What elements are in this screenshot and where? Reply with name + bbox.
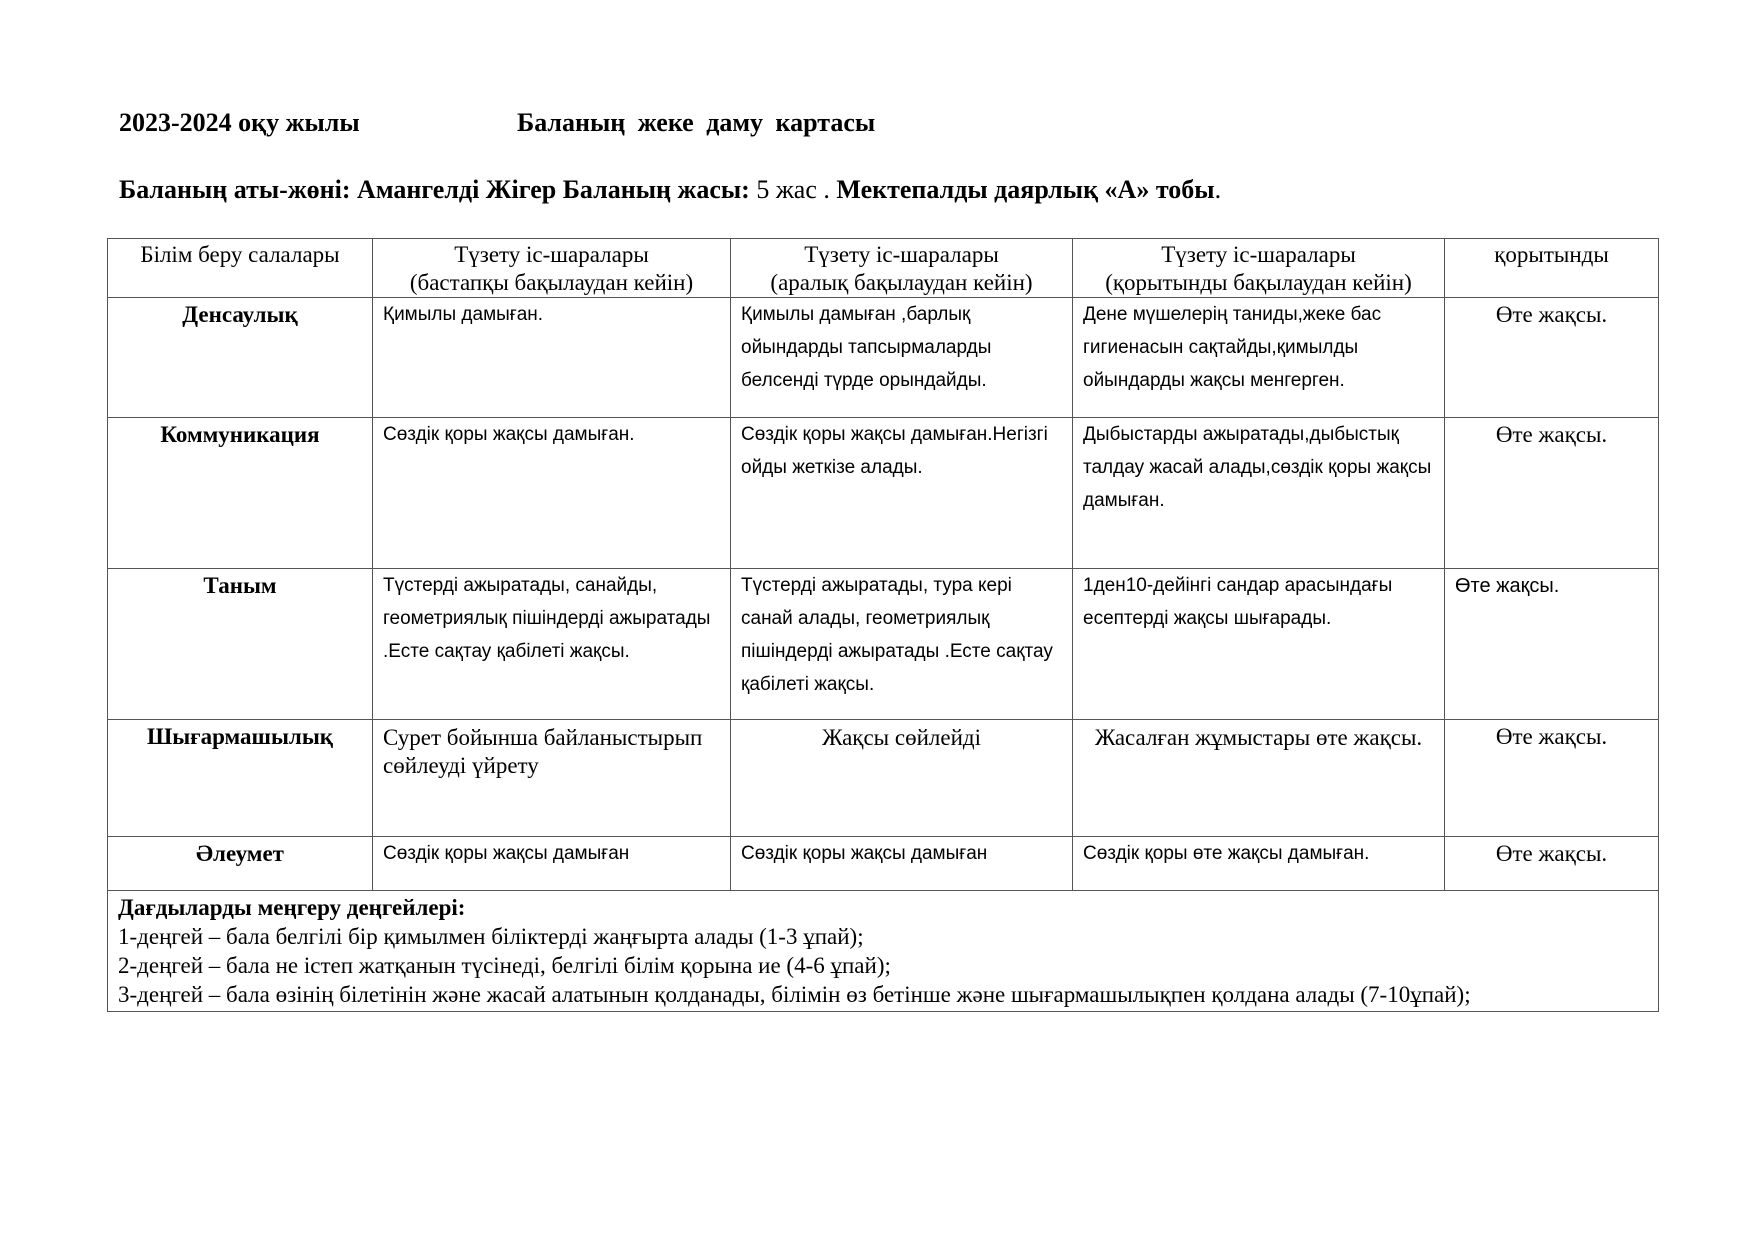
levels-cell	[108, 891, 1659, 1012]
school-year: 2023-2024 оқу жылы	[119, 108, 360, 137]
area-cell: Коммуникация	[108, 418, 373, 569]
final-cell: 1ден10-дейінгі сандар арасындағы есептерді жақсы шығарады.	[1073, 569, 1445, 720]
header-cell-result: қорытынды	[1445, 239, 1659, 298]
header-cell-initial: Түзету іс-шаралары (бастапқы бақылаудан кейін)	[373, 239, 731, 298]
child-age: 5 жас .	[756, 175, 830, 204]
level-item: 1-деңгей – бала белгілі бір қимылмен біліктерді жаңғырта алады (1-3 ұпай);	[118, 924, 864, 949]
child-info-line	[119, 175, 1221, 205]
level-item: 2-деңгей – бала не істеп жатқанын түсінеді, белгілі білім қорына ие (4-6 ұпай);	[118, 953, 891, 978]
child-group: Мектепалды даярлық «А» тобы	[836, 175, 1215, 204]
level-item: 3-деңгей – бала өзінің білетінін және жасай алатынын қолданады, білімін өз бетінше және шығармашылықпен қолдана алады (7-10ұпай);	[118, 982, 1471, 1007]
result-cell: Өте жақсы.	[1445, 837, 1659, 891]
document-title: Баланың жеке даму картасы	[517, 108, 876, 137]
initial-cell: Сурет бойынша байланыстырып сөйлеуді үйрету	[373, 720, 731, 837]
table-row	[108, 720, 1659, 837]
area-cell: Денсаулық	[108, 298, 373, 418]
child-name-label: Баланың аты-жөні:	[119, 175, 351, 204]
child-age-label: Баланың жасы:	[562, 175, 750, 204]
child-group-end: .	[1214, 175, 1222, 204]
header-cell-interim: Түзету іс-шаралары (аралық бақылаудан кейін)	[731, 239, 1073, 298]
levels-row	[108, 891, 1659, 1012]
table-header-row	[108, 239, 1659, 298]
area-cell: Әлеумет	[108, 837, 373, 891]
development-card-table	[107, 238, 1659, 1012]
initial-cell: Сөздік қоры жақсы дамыған	[373, 837, 731, 891]
final-cell: Сөздік қоры өте жақсы дамыған.	[1073, 837, 1445, 891]
final-cell: Жасалған жұмыстары өте жақсы.	[1073, 720, 1445, 837]
initial-cell: Түстерді ажыратады, санайды, геометриялық пішіндерді ажыратады .Есте сақтау қабілеті жақсы.	[373, 569, 731, 720]
area-cell: Таным	[108, 569, 373, 720]
header-cell-area: Білім беру салалары	[108, 239, 373, 298]
initial-cell: Сөздік қоры жақсы дамыған.	[373, 418, 731, 569]
interim-cell: Сөздік қоры жақсы дамыған	[731, 837, 1073, 891]
table-row	[108, 569, 1659, 720]
final-cell: Дыбыстарды ажыратады,дыбыстық талдау жасай алады,сөздік қоры жақсы дамыған.	[1073, 418, 1445, 569]
interim-cell: Сөздік қоры жақсы дамыған.Негізгі ойды жеткізе алады.	[731, 418, 1073, 569]
header-cell-final: Түзету іс-шаралары (қорытынды бақылаудан кейін)	[1073, 239, 1445, 298]
result-cell: Өте жақсы.	[1445, 418, 1659, 569]
interim-cell: Қимылы дамыған ,барлық ойындарды тапсырмаларды белсенді түрде орындайды.	[731, 298, 1073, 418]
result-cell: Өте жақсы.	[1445, 720, 1659, 837]
final-cell: Дене мүшелерің таниды,жеке бас гигиенасын сақтайды,қимылды ойындарды жақсы менгерген.	[1073, 298, 1445, 418]
levels-title: Дағдыларды меңгеру деңгейлері:	[118, 895, 466, 920]
table-row	[108, 837, 1659, 891]
child-name: Амангелді Жігер	[357, 175, 557, 204]
result-cell: Өте жақсы.	[1445, 569, 1659, 720]
interim-cell: Түстерді ажыратады, тура кері санай алады, геометриялық пішіндерді ажыратады .Есте сақтау қабілеті жақсы.	[731, 569, 1073, 720]
result-cell: Өте жақсы.	[1445, 298, 1659, 418]
initial-cell: Қимылы дамыған.	[373, 298, 731, 418]
interim-cell: Жақсы сөйлейді	[731, 720, 1073, 837]
area-cell: Шығармашылық	[108, 720, 373, 837]
table-row	[108, 418, 1659, 569]
table-row	[108, 298, 1659, 418]
